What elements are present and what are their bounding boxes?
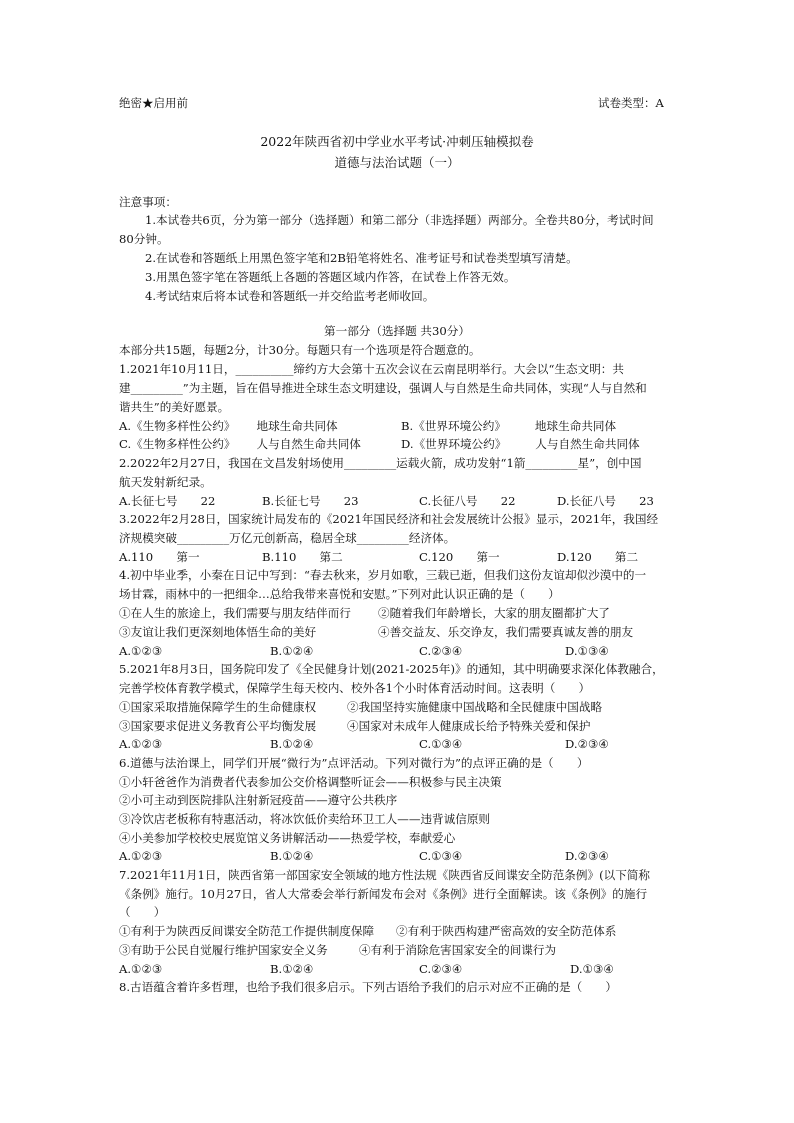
q1-option-b: B.《世界环境公约》 地球生命共同体 — [401, 419, 617, 433]
q2-line-2: 航天发射新纪录。 — [119, 475, 212, 489]
q3-option-c: C.120 第一 — [419, 550, 500, 564]
q6-option-c: C.①③④ — [419, 849, 463, 863]
q7-statement-1: ①有利于为陕西反间谍安全防范工作提供制度保障 — [119, 924, 375, 938]
q6-statement-4: ④小美参加学校校史展览馆义务讲解活动——热爱学校，奉献爱心 — [119, 831, 456, 845]
q1-option-a: A.《生物多样性公约》 地球生命共同体 — [119, 419, 338, 433]
q7-line-3: （ ） — [119, 905, 166, 919]
q5-option-b: B.①②④ — [270, 737, 314, 751]
notice-item-1-cont: 80分钟。 — [119, 232, 169, 246]
q4-option-b: B.①②④ — [270, 644, 314, 658]
q7-option-c: C.②③④ — [419, 962, 463, 976]
q2-option-a: A.长征七号 22 — [119, 494, 216, 508]
q3-option-a: A.110 第一 — [119, 550, 200, 564]
q5-option-c: C.①③④ — [419, 737, 463, 751]
q5-statement-3: ③国家要求促进义务教育公平均衡发展 — [119, 719, 317, 733]
q3-line-2: 济规模突破_________万亿元创新高，稳居全球_________经济体。 — [119, 531, 456, 545]
q7-statement-2: ②有利于陕西构建严密高效的安全防范体系 — [396, 924, 617, 938]
notice-item-4: 4.考试结束后将本试卷和答题纸一并交给监考老师收回。 — [145, 289, 435, 303]
exam-subtitle: 道德与法治试题（一） — [334, 155, 460, 170]
q8-line-1: 8.古语蕴含着许多哲理，也给予我们很多启示。下列古语给予我们的启示对应不正确的是（ ） — [119, 980, 618, 994]
q4-line-1: 4.初中毕业季，小秦在日记中写到：“春去秋来，岁月如歌，三载已逝，但我们这份友谊却似沙漠中的一 — [119, 568, 647, 582]
q6-line-1: 6.道德与法治课上，同学们开展“微行为”点评活动。下列对微行为”的点评正确的是（ ） — [119, 756, 589, 770]
notice-item-3: 3.用黑色签字笔在答题纸上各题的答题区域内作答，在试卷上作答无效。 — [145, 270, 516, 284]
q3-line-1: 3.2022年2月28日，国家统计局发布的《2021年国民经济和社会发展统计公报》显示，2021年，我国经 — [119, 512, 659, 526]
q3-option-b: B.110 第二 — [262, 550, 343, 564]
q6-statement-1: ①小轩爸爸作为消费者代表参加公交价格调整听证会——积极参与民主决策 — [119, 775, 502, 789]
q6-option-a: A.①②③ — [119, 849, 163, 863]
notice-item-1: 1.本试卷共6页，分为第一部分（选择题）和第二部分（非选择题）两部分。全卷共80分，考试时间 — [145, 213, 654, 227]
q4-option-d: D.①③④ — [565, 644, 609, 658]
q1-line-2: 建_________”为主题，旨在倡导推进全球生态文明建设，强调人与自然是生命共同体，实现“人与自然和 — [119, 381, 647, 395]
notice-heading: 注意事项： — [119, 195, 177, 209]
q7-line-2: 《条例》施行。10月27日，省人大常委会举行新闻发布会对《条例》进行全面解读。该《条例》的施行 — [119, 887, 648, 901]
q2-option-b: B.长征七号 23 — [262, 494, 359, 508]
q5-statement-1: ①国家采取措施保障学生的生命健康权 — [119, 700, 317, 714]
notice-item-2: 2.在试卷和答题纸上用黑色签字笔和2B铅笔将姓名、准考证号和试卷类型填写清楚。 — [145, 251, 578, 265]
q3-option-d: D.120 第二 — [557, 550, 639, 564]
q5-line-1: 5.2021年8月3日，国务院印发了《全民健身计划(2021-2025年)》的通知，其中明确要求深化体教融合， — [119, 662, 664, 676]
q4-line-2: 场甘霖，雨林中的一把细伞…总给我带来喜悦和安慰。”下列对此认识正确的是（ ） — [119, 587, 560, 601]
q5-statement-2: ②我国坚持实施健康中国战略和全民健康中国战略 — [347, 700, 603, 714]
q6-option-b: B.①②④ — [270, 849, 314, 863]
q4-statement-1: ①在人生的旅途上，我们需要与朋友结伴而行 — [119, 606, 351, 620]
q7-option-d: D.①③④ — [570, 962, 614, 976]
q4-statement-2: ②随着我们年龄增长，大家的朋友圈都扩大了 — [378, 606, 610, 620]
confidential-label: 绝密★启用前 — [119, 96, 188, 110]
q6-option-d: D.②③④ — [565, 849, 609, 863]
q7-statement-4: ④有利于消除危害国家安全的间谍行为 — [359, 943, 557, 957]
q1-line-1: 1.2021年10月11日，__________缔约方大会第十五次会议在云南昆明举行。大会以“生态文明：共 — [119, 362, 624, 376]
q2-option-d: D.长征八号 23 — [557, 494, 654, 508]
q2-line-1: 2.2022年2月27日，我国在文昌发射场使用_________运载火箭，成功发射“1箭_________星”，创中国 — [119, 456, 642, 470]
q1-option-c: C.《生物多样性公约》 人与自然生命共同体 — [119, 437, 361, 451]
q6-statement-3: ③冷饮店老板称有特惠活动，将冰饮低价卖给环卫工人——违背诚信原则 — [119, 812, 491, 826]
q1-line-3: 谐共生”的美好愿景。 — [119, 400, 230, 414]
q4-option-a: A.①②③ — [119, 644, 163, 658]
q6-statement-2: ②小可主动到医院排队注射新冠疫苗——遵守公共秩序 — [119, 793, 398, 807]
q5-statement-4: ④国家对未成年人健康成长给予特殊关爱和保护 — [347, 719, 591, 733]
paper-type-label: 试卷类型：A — [598, 96, 664, 110]
q7-statement-3: ③有助于公民自觉履行维护国家安全义务 — [119, 943, 328, 957]
q5-option-d: D.②③④ — [565, 737, 609, 751]
q5-option-a: A.①②③ — [119, 737, 163, 751]
part1-intro: 本部分共15题，每题2分，计30分。每题只有一个选项是符合题意的。 — [119, 343, 481, 357]
q1-option-d: D.《世界环境公约》 人与自然生命共同体 — [401, 437, 640, 451]
q7-option-a: A.①②③ — [119, 962, 163, 976]
q4-option-c: C.②③④ — [419, 644, 463, 658]
q5-line-2: 完善学校体育教学模式，保障学生每天校内、校外各1个小时体育活动时间。这表明（ ） — [119, 681, 591, 695]
q7-line-1: 7.2021年11月1日，陕西省第一部国家安全领域的地方性法规《陕西省反间谍安全防范条例》(以下简称 — [119, 868, 650, 882]
part1-heading: 第一部分（选择题 共30分） — [324, 324, 470, 338]
q7-option-b: B.①②④ — [270, 962, 314, 976]
q4-statement-4: ④善交益友、乐交诤友，我们需要真诚友善的朋友 — [378, 625, 634, 639]
q2-option-c: C.长征八号 22 — [419, 494, 516, 508]
q4-statement-3: ③友谊让我们更深刻地体悟生命的美好 — [119, 625, 317, 639]
exam-title: 2022年陕西省初中学业水平考试·冲刺压轴模拟卷 — [260, 134, 534, 149]
